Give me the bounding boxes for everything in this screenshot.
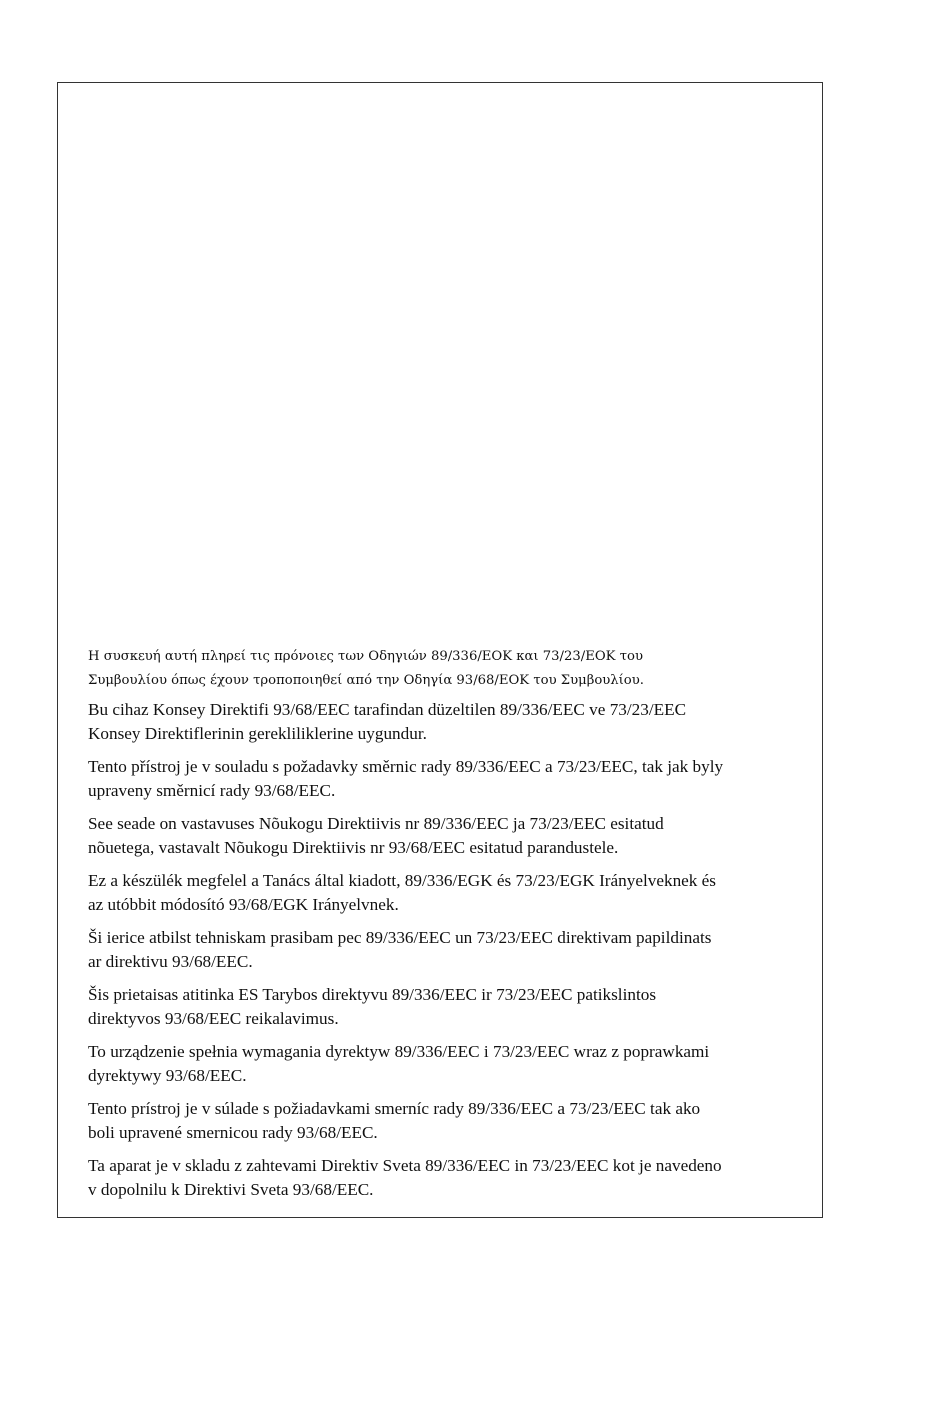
declaration-line: az utóbbit módosító 93/68/EGK Irányelvnek. (88, 895, 399, 914)
declaration-line: Συμβουλίου όπως έχουν τροποποιηθεί από την Οδηγία 93/68/ΕΟΚ του Συμβουλίου. (88, 673, 644, 688)
declaration-line: nõuetega, vastavalt Nõukogu Direktiivis nr 93/68/EEC esitatud parandustele. (88, 838, 619, 857)
declaration-line: Ta aparat je v skladu z zahtevami Direktiv Sveta 89/336/EEC in 73/23/EEC kot je navedeno (88, 1156, 722, 1175)
declaration-lithuanian (88, 983, 808, 1031)
declaration-line: Η συσκευή αυτή πληρεί τις πρόνοιες των Οδηγιών 89/336/ΕΟΚ και 73/23/ΕΟΚ του (88, 649, 643, 664)
declaration-turkish (88, 698, 808, 746)
declaration-line: To urządzenie spełnia wymagania dyrektyw 89/336/EEC i 73/23/EEC wraz z poprawkami (88, 1042, 710, 1061)
declaration-line: direktyvos 93/68/EEC reikalavimus. (88, 1009, 339, 1028)
declaration-greek (88, 645, 808, 693)
declaration-line: See seade on vastavuses Nõukogu Direktiivis nr 89/336/EEC ja 73/23/EEC esitatud (88, 814, 664, 833)
declaration-hungarian (88, 869, 808, 917)
declaration-czech (88, 755, 808, 803)
declaration-polish (88, 1040, 808, 1088)
declaration-line: Ši ierice atbilst tehniskam prasibam pec 89/336/EEC un 73/23/EEC direktivam papildinats (88, 928, 712, 947)
declarations-block (88, 645, 808, 1211)
declaration-line: Konsey Direktiflerinin gerekliliklerine uygundur. (88, 724, 427, 743)
declaration-slovak (88, 1097, 808, 1145)
declaration-line: boli upravené smernicou rady 93/68/EEC. (88, 1123, 378, 1142)
declaration-line: upraveny směrnicí rady 93/68/EEC. (88, 781, 336, 800)
declaration-line: Šis prietaisas atitinka ES Tarybos direktyvu 89/336/EEC ir 73/23/EEC patikslintos (88, 985, 657, 1004)
declaration-line: dyrektywy 93/68/EEC. (88, 1066, 247, 1085)
declaration-latvian (88, 926, 808, 974)
declaration-line: Tento prístroj je v súlade s požiadavkami smerníc rady 89/336/EEC a 73/23/EEC tak ako (88, 1099, 701, 1118)
declaration-line: Ez a készülék megfelel a Tanács által kiadott, 89/336/EGK és 73/23/EGK Irányelveknek és (88, 871, 716, 890)
declaration-line: Tento přístroj je v souladu s požadavky směrnic rady 89/336/EEC a 73/23/EEC, tak jak byly (88, 757, 724, 776)
declaration-line: ar direktivu 93/68/EEC. (88, 952, 253, 971)
declaration-line: v dopolnilu k Direktivi Sveta 93/68/EEC. (88, 1180, 374, 1199)
declaration-slovenian (88, 1154, 808, 1202)
declaration-line: Bu cihaz Konsey Direktifi 93/68/EEC tarafindan düzeltilen 89/336/EEC ve 73/23/EEC (88, 700, 687, 719)
declaration-estonian (88, 812, 808, 860)
